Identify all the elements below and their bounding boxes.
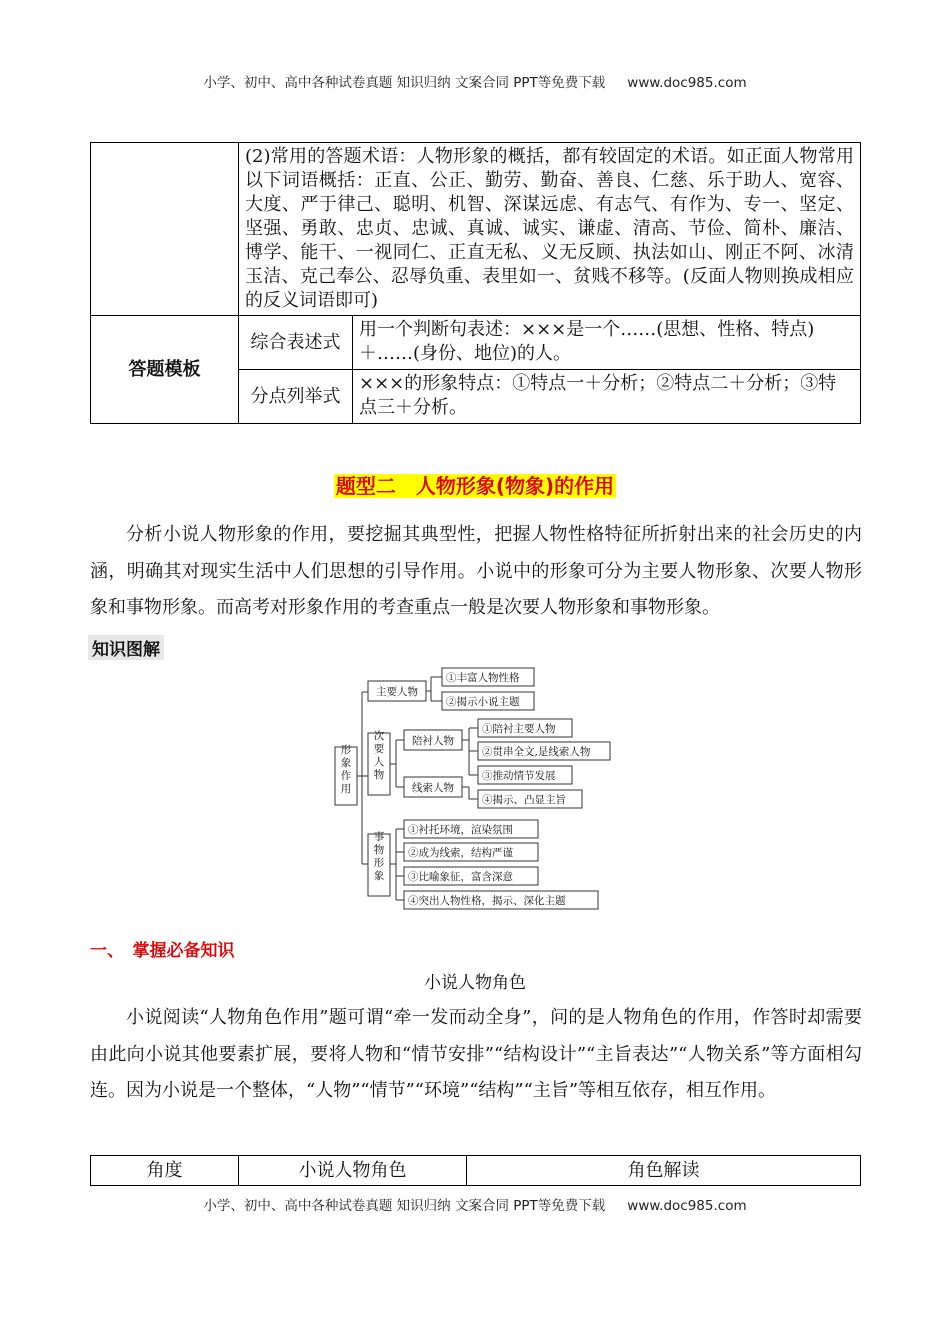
foil-item-2: ②贯串全文,是线索人物: [482, 746, 591, 758]
foil-item-1: ①陪衬主要人物: [482, 723, 556, 735]
foil-label: 陪衬人物: [412, 735, 454, 747]
template-type-1: 综合表述式: [239, 316, 353, 370]
question-type-heading: [0, 470, 950, 499]
secondary-bracket: [390, 740, 404, 787]
section-title: 一、 掌握必备知识: [90, 941, 235, 961]
role-table-header-1: 角度: [91, 1156, 239, 1186]
main-label: 主要人物: [376, 686, 418, 698]
secondary-label: 次要人物: [373, 730, 385, 781]
answer-template-table: [90, 142, 861, 424]
template-content-2: ×××的形象特点：①特点一＋分析；②特点二＋分析；③特点三＋分析。: [353, 370, 861, 424]
root-bracket: [357, 692, 368, 864]
main-bracket: [426, 677, 442, 701]
body-paragraph: 小说阅读“人物角色作用”题可谓“牵一发而动全身”，问的是人物角色的作用，作答时却需要由此向小说其他要素扩展，要将人物和“情节安排”“结构设计”“主旨表达”“人物关系”等方面相勾连。因为小说是一个整体，“人物”“情节”“环境”“结构”“主旨”等相互依存，相互作用。: [90, 1007, 862, 1101]
role-table-header-2: 小说人物角色: [239, 1156, 467, 1186]
root-label: 形象作用: [340, 744, 352, 795]
object-bracket: [390, 829, 404, 900]
footer-url[interactable]: www.doc985.com: [627, 1198, 747, 1214]
clue-label: 线索人物: [412, 782, 454, 794]
page-footer: [0, 1194, 950, 1214]
clue-connector: [462, 787, 478, 799]
subtitle: 小说人物角色: [424, 973, 526, 993]
object-item-2: ②成为线索，结构严谨: [408, 847, 513, 859]
blank-cell: [91, 143, 239, 316]
foil-item-3: ③推动情节发展: [482, 770, 556, 782]
role-table: [90, 1155, 861, 1186]
terms-cell: (2)常用的答题术语：人物形象的概括，都有较固定的术语。如正面人物常用以下词语概括：正直、公正、勤劳、勤奋、善良、仁慈、乐于助人、宽容、大度、严于律己、聪明、机智、深谋远虑、有志气、有作为、专一、坚定、坚强、勇敢、忠贞、忠诚、真诚、诚实、谦虚、清高、节俭、简朴、廉洁、博学、能干、一视同仁、正直无私、义无反顾、执法如山、刚正不阿、冰清玉洁、克己奉公、忍辱负重、表里如一、贫贱不移等。(反面人物则换成相应的反义词语即可): [239, 143, 861, 316]
main-item-2: ②揭示小说主题: [446, 696, 520, 708]
template-content-1: 用一个判断句表述：×××是一个……(思想、性格、特点)＋……(身份、地位)的人。: [353, 316, 861, 370]
knowledge-diagram: [330, 664, 620, 912]
heading-text: 题型二 人物形象(物象)的作用: [335, 474, 615, 498]
object-label: 事物形象: [373, 831, 385, 882]
object-item-4: ④突出人物性格，揭示、深化主题: [408, 895, 566, 907]
diagram-label: 知识图解: [88, 635, 164, 660]
object-item-1: ①衬托环境，渲染氛围: [408, 824, 513, 836]
role-table-header-3: 角色解读: [467, 1156, 861, 1186]
page-header: [0, 71, 950, 91]
template-type-2: 分点列举式: [239, 370, 353, 424]
header-url[interactable]: www.doc985.com: [627, 75, 747, 91]
object-item-3: ③比喻象征，富含深意: [408, 871, 513, 883]
header-text: 小学、初中、高中各种试卷真题 知识归纳 文案合同 PPT等免费下载: [203, 75, 606, 91]
intro-paragraph: 分析小说人物形象的作用，要挖掘其典型性，把握人物性格特征所折射出来的社会历史的内涵，明确其对现实生活中人们思想的引导作用。小说中的形象可分为主要人物形象、次要人物形象和事物形象。而高考对形象作用的考查重点一般是次要人物形象和事物形象。: [90, 524, 862, 618]
main-item-1: ①丰富人物性格: [446, 672, 520, 684]
footer-text: 小学、初中、高中各种试卷真题 知识归纳 文案合同 PPT等免费下载: [203, 1198, 606, 1214]
foil-bracket: [462, 728, 478, 775]
template-label: 答题模板: [91, 316, 239, 424]
clue-item-1: ④揭示、凸显主旨: [482, 794, 566, 806]
